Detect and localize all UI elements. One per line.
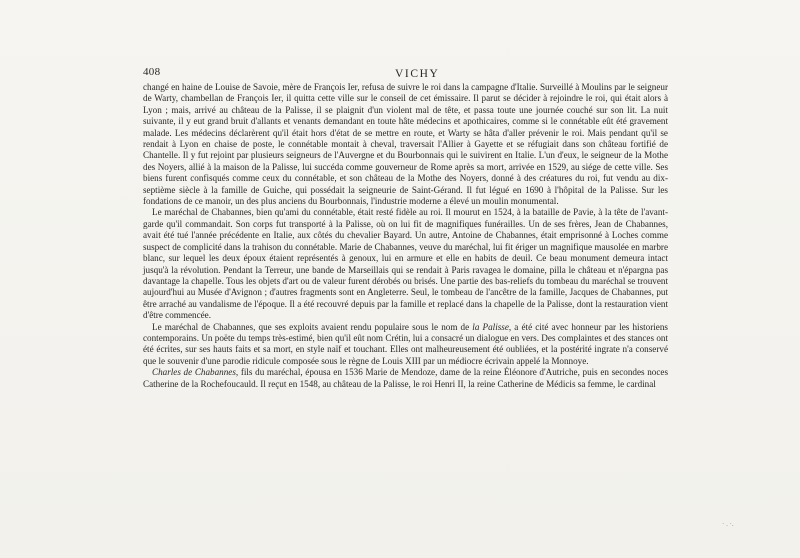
paragraph-1: changé en haine de Louise de Savoie, mère de François Ier, refusa de suivre le roi dans la campagne d'Italie. Surveillé à Moulins par le seigneur de Warty, chambellan de François Ier, il quitta cette ville sur le conseil de cet émissaire. Il parut se décider à rejoindre le roi, qui était alors à Lyon ; mais, arrivé au château de la Palisse, il se plaignit d'un violent mal de tête, et passa toute une journée couché sur son lit. La nuit suivante, il y eut grand bruit d'allants et venants demandant en toute hâte médecins et apothicaires, comme si le connétable eût été gravement malade. Les médecins déclarèrent qu'il était hors d'état de se mettre en route, et Warty se hâta d'aller prévenir le roi. Mais pendant qu'il se rendait à Lyon en chaise de poste, le connétable montait à cheval, traversait l'Allier à Gayette et se réfugiait dans son château fortifié de Chantelle. Il y fut rejoint par plusieurs seigneurs de l'Auvergne et du Bourbonnais qui le suivirent en Italie. L'un d'eux, le seigneur de la Mothe des Noyers, allié à la maison de la Palisse, lui succéda comme gouverneur de Rome après sa mort, arrivée en 1529, au siége de cette ville. Ses biens furent confisqués comme ceux du connétable, et son château de la Mothe des Noyers, donné à des créatures du roi, fut vendu au dix-septième siècle à la famille de Guiche, qui possédait la seigneurie de Saint-Gérand. Il fut légué en 1690 à l'hôpital de la Palisse. Sur les fondations de ce manoir, un des plus anciens du Bourbonnais, l'industrie moderne a élevé un moulin monumental. — [143, 82, 668, 207]
paper-speck: · . ·. — [722, 520, 734, 528]
paragraph-4-italic-name: Charles de Chabannes — [152, 367, 236, 378]
paragraph-3-text-a: Le maréchal de Chabannes, que ses exploits avaient rendu populaire sous le nom de — [152, 321, 473, 332]
paragraph-3 — [143, 322, 668, 368]
page-number: 408 — [143, 66, 161, 78]
body-text — [143, 82, 668, 390]
running-title: VICHY — [395, 68, 440, 80]
paragraph-4 — [143, 367, 668, 390]
paragraph-3-text-b: , a été cité avec honneur par les historiens contemporains. Un poëte du temps très-estimé, bien qu'il eût nom Crétin, lui a consacré un dialogue en vers. Des complaintes et des stances ont été écrites, sur ses hauts faits et sa mort, en style naïf et touchant. Elles ont malheureusement été oubliées, et la postérité ingrate n'a conservé que le souvenir d'une parodie ridicule composée sous le règne de Louis XIII par un médiocre écrivain appelé la Monnoye. — [143, 321, 668, 366]
paragraph-3-italic-name: la Palisse — [472, 321, 509, 332]
paragraph-2: Le maréchal de Chabannes, bien qu'ami du connétable, était resté fidèle au roi. Il mourut en 1524, à la bataille de Pavie, à la tête de l'avant-garde qu'il commandait. Son corps fut transporté à la Palisse, où on lui fit de magnifiques funérailles. Un de ses frères, Jean de Chabannes, avait été tué l'année précédente en Italie, aux côtés du chevalier Bayard. Un autre, Antoine de Chabannes, était emprisonné à Loches comme suspect de complicité dans la trahison du connétable. Marie de Chabannes, veuve du maréchal, lui fit ériger un magnifique mausolée en marbre blanc, sur lequel les deux époux étaient représentés à genoux, lui en armure et elle en habits de deuil. Ce beau monument demeura intact jusqu'à la révolution. Pendant la Terreur, une bande de Marseillais qui se rendait à Paris ravagea le domaine, pilla le château et n'épargna pas davantage la chapelle. Tous les objets d'art ou de valeur furent dérobés ou brisés. Une partie des bas-reliefs du tombeau du maréchal se trouvent aujourd'hui au Musée d'Avignon ; d'autres fragments sont en Angleterre. Seul, le tombeau de l'ancêtre de la famille, Jacques de Chabannes, put être arraché au vandalisme de l'époque. Il a été recouvré depuis par la famille et replacé dans la chapelle de la Palisse, dont la restauration vient d'être commencée. — [143, 207, 668, 321]
paragraph-4-text: , fils du maréchal, épousa en 1536 Marie de Mendoze, dame de la reine Éléonore d'Autriche, puis en secondes noces Catherine de la Rochefoucauld. Il reçut en 1548, au château de la Palisse, le roi Henri II, la reine Catherine de Médicis sa femme, le cardinal — [143, 367, 669, 389]
